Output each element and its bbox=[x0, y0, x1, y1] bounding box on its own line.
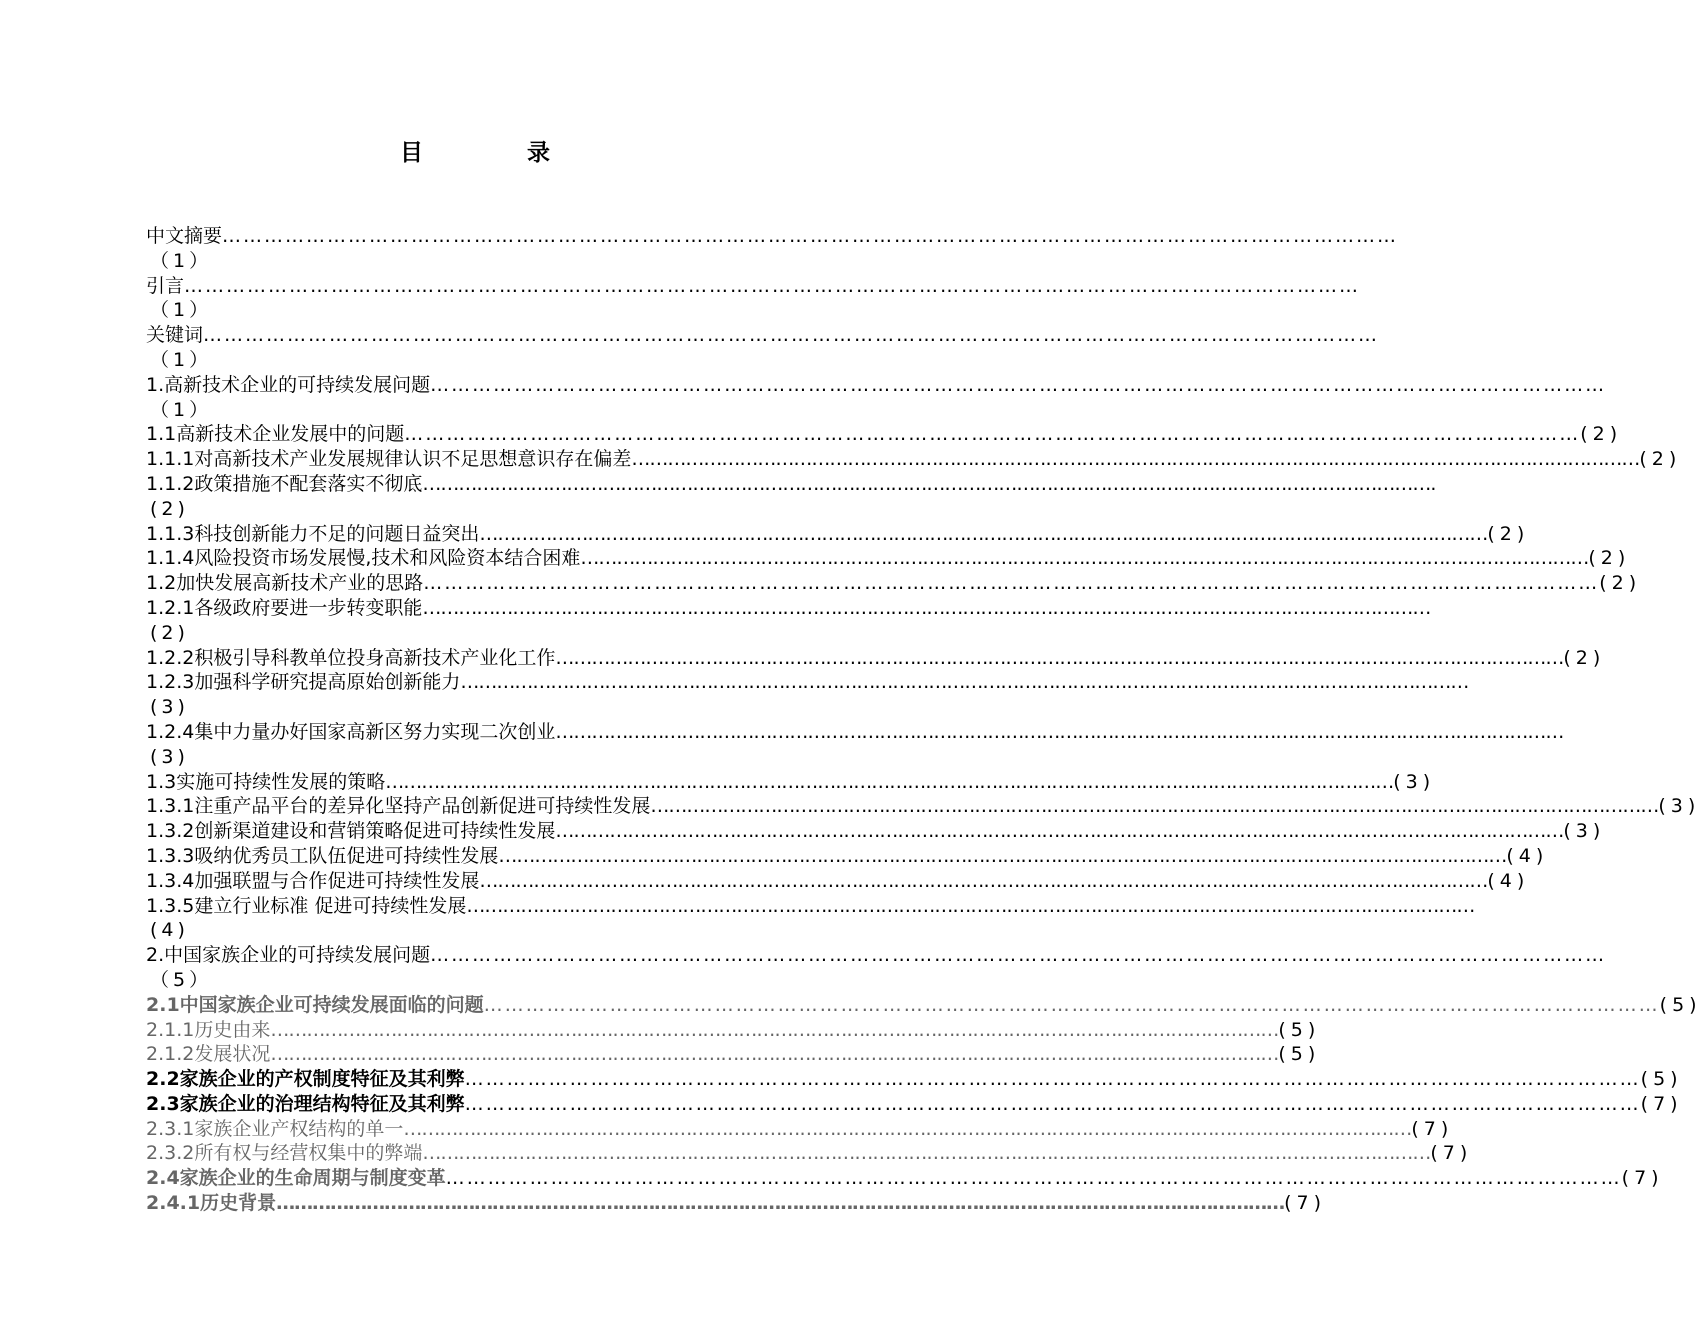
dot-leader: …………………………………………………………………………………………………………………………………………………… bbox=[422, 1142, 1431, 1165]
dot-leader: …………………………………………………………………………………………………………………………………………………… bbox=[422, 472, 1431, 495]
toc-entry[interactable] bbox=[146, 1117, 1454, 1142]
toc-entry-text: 1.3.5建立行业标准 促进可持续性发展 bbox=[146, 894, 467, 917]
toc-entry-page: （1） bbox=[150, 398, 213, 421]
dot-leader: …………………………………………………………………………………………………………………………………………………… bbox=[498, 844, 1507, 867]
toc-entry-text: 引言 bbox=[146, 274, 185, 297]
dot-leader: …………………………………………………………………………………………………………………………………………………… bbox=[555, 646, 1564, 669]
toc-entry[interactable] bbox=[146, 869, 1530, 894]
toc-entry-page-line bbox=[146, 249, 805, 274]
toc-entry-page: (2) bbox=[150, 621, 189, 644]
dot-leader: …………………………………………………………………………………………………………………………………………………… bbox=[404, 423, 1581, 446]
toc-entry-page: (2) bbox=[1639, 448, 1682, 471]
toc-entry-page: (5) bbox=[1278, 1018, 1321, 1041]
toc-entry-text: 2.2家族企业的产权制度特征及其利弊 bbox=[146, 1068, 465, 1091]
toc-entry[interactable] bbox=[146, 794, 1701, 819]
toc-entry[interactable] bbox=[146, 819, 1606, 844]
toc-entry[interactable] bbox=[146, 993, 1702, 1018]
toc-entry-text: 1.3.3吸纳优秀员工队伍促进可持续性发展 bbox=[146, 844, 499, 867]
toc-entry[interactable] bbox=[146, 943, 1607, 968]
toc-entry-page: (2) bbox=[150, 497, 189, 520]
toc-entry[interactable] bbox=[146, 596, 1431, 621]
toc-entry-page: (7) bbox=[1430, 1142, 1473, 1165]
toc-entry-page: (3) bbox=[1563, 820, 1606, 843]
toc-entry-text: 1.3.2创新渠道建设和营销策略促进可持续性发展 bbox=[146, 820, 556, 843]
toc-entry-text: 1.2.2积极引导科教单位投身高新技术产业化工作 bbox=[146, 646, 556, 669]
toc-entry[interactable] bbox=[146, 373, 1607, 398]
dot-leader: …………………………………………………………………………………………………………………………………………………… bbox=[460, 671, 1469, 694]
toc-entry-page: (5) bbox=[1640, 1068, 1683, 1091]
dot-leader: …………………………………………………………………………………………………………………………………………………… bbox=[423, 572, 1600, 595]
toc-entry-page: (4) bbox=[150, 919, 189, 942]
dot-leader: …………………………………………………………………………………………………………………………………………………… bbox=[650, 795, 1659, 818]
toc-entry-page-line bbox=[146, 398, 805, 423]
toc-entry[interactable] bbox=[146, 447, 1682, 472]
toc-entry-page-line bbox=[146, 968, 805, 993]
toc-entry-text: 1.2.4集中力量办好国家高新区努力实现二次创业 bbox=[146, 720, 556, 743]
toc-entry-page-line bbox=[146, 621, 805, 646]
toc-entry[interactable] bbox=[146, 1092, 1683, 1117]
dot-leader: …………………………………………………………………………………………………………………………………………………… bbox=[385, 770, 1394, 793]
toc-entry-page: (2) bbox=[1563, 646, 1606, 669]
toc-entry-text: 1.1.1对高新技术产业发展规律认识不足思想意识存在偏差 bbox=[146, 448, 632, 471]
toc-entry-text: 1.1.3科技创新能力不足的问题日益突出 bbox=[146, 522, 480, 545]
toc-entry-page: (2) bbox=[1580, 423, 1623, 446]
table-of-contents bbox=[146, 224, 1702, 1216]
toc-entry-text: 2.4家族企业的生命周期与制度变革 bbox=[146, 1167, 446, 1190]
toc-entry-text: 中文摘要 bbox=[146, 225, 223, 247]
dot-leader: …………………………………………………………………………………………………………………………………………………… bbox=[270, 1018, 1279, 1041]
toc-entry-text: 1.2加快发展高新技术产业的思路 bbox=[146, 572, 424, 595]
toc-entry-page: (7) bbox=[1284, 1192, 1327, 1215]
toc-entry[interactable] bbox=[146, 224, 1399, 249]
dot-leader: …………………………………………………………………………………………………………………………………………………… bbox=[466, 894, 1475, 917]
toc-entry-page-line bbox=[146, 918, 805, 943]
dot-leader: …………………………………………………………………………………………………………………………………………………… bbox=[631, 448, 1640, 471]
dot-leader: …………………………………………………………………………………………………………………………………………………… bbox=[580, 547, 1589, 570]
toc-entry[interactable] bbox=[146, 1191, 1327, 1216]
dot-leader: …………………………………………………………………………………………………………………………………………………… bbox=[555, 720, 1564, 743]
toc-entry-period: . bbox=[1430, 472, 1437, 495]
dot-leader: …………………………………………………………………………………………………………………………………………………… bbox=[555, 820, 1564, 843]
dot-leader: …………………………………………………………………………………………………………………………………………………… bbox=[422, 596, 1431, 619]
toc-entry-page: (3) bbox=[1658, 795, 1701, 818]
toc-entry[interactable] bbox=[146, 522, 1530, 547]
toc-entry[interactable] bbox=[146, 1166, 1664, 1191]
toc-entry-text: 2.3.1家族企业产权结构的单一 bbox=[146, 1117, 404, 1140]
dot-leader: …………………………………………………………………………………………………………………………………………………… bbox=[403, 1117, 1412, 1140]
toc-entry-page: (2) bbox=[1599, 572, 1642, 595]
toc-entry-page-line bbox=[146, 745, 805, 770]
dot-leader: …………………………………………………………………………………………………………………………………………………… bbox=[464, 1092, 1641, 1115]
dot-leader: …………………………………………………………………………………………………………………………………………………… bbox=[483, 993, 1660, 1016]
toc-entry-page: (2) bbox=[1588, 547, 1631, 570]
toc-entry-page: (4) bbox=[1506, 844, 1549, 867]
dot-leader: …………………………………………………………………………………………………………………………………………………… bbox=[270, 1043, 1279, 1066]
toc-entry-text: 1.1.4风险投资市场发展慢,技术和风险资本结合困难 bbox=[146, 547, 581, 570]
toc-entry[interactable] bbox=[146, 646, 1606, 671]
page-title: 目 录 bbox=[399, 140, 598, 166]
toc-entry-page: (3) bbox=[1393, 770, 1436, 793]
toc-entry[interactable] bbox=[146, 422, 1623, 447]
toc-entry-page: (7) bbox=[1621, 1167, 1664, 1190]
dot-leader: …………………………………………………………………………………………………………………………………………………… bbox=[276, 1192, 1285, 1215]
toc-entry[interactable] bbox=[146, 546, 1631, 571]
toc-entry-page-line bbox=[146, 298, 805, 323]
toc-entry-page: (2) bbox=[1487, 522, 1530, 545]
dot-leader: …………………………………………………………………………………………………………………………………………………… bbox=[222, 225, 1399, 247]
toc-entry-page-line bbox=[146, 695, 805, 720]
toc-entry-page: (5) bbox=[1278, 1043, 1321, 1066]
toc-entry[interactable] bbox=[146, 571, 1642, 596]
dot-leader: …………………………………………………………………………………………………………………………………………………… bbox=[184, 274, 1361, 297]
toc-entry-page: （1） bbox=[150, 249, 213, 272]
toc-entry-text: 1.1.2政策措施不配套落实不彻底 bbox=[146, 472, 423, 495]
toc-entry-text: 关键词 bbox=[146, 324, 204, 347]
toc-entry-text: 2.3.2所有权与经营权集中的弊端 bbox=[146, 1142, 423, 1165]
toc-entry-page-line bbox=[146, 497, 805, 522]
toc-entry-page-line bbox=[146, 348, 805, 373]
toc-entry-text: 2.3家族企业的治理结构特征及其利弊 bbox=[146, 1092, 465, 1115]
toc-entry[interactable] bbox=[146, 894, 1475, 919]
toc-entry-page: （1） bbox=[150, 348, 213, 371]
toc-entry-page: (4) bbox=[1487, 869, 1530, 892]
toc-entry[interactable] bbox=[146, 1067, 1683, 1092]
toc-entry[interactable] bbox=[146, 844, 1549, 869]
toc-entry-text: 1.2.3加强科学研究提高原始创新能力 bbox=[146, 671, 461, 694]
toc-entry-text: 1.2.1各级政府要进一步转变职能 bbox=[146, 596, 423, 619]
toc-entry-page: (7) bbox=[1640, 1092, 1683, 1115]
toc-entry-text: 2.中国家族企业的可持续发展问题 bbox=[146, 944, 431, 967]
toc-entry[interactable] bbox=[146, 670, 1469, 695]
toc-entry-page: （1） bbox=[150, 299, 213, 322]
dot-leader: …………………………………………………………………………………………………………………………………………………… bbox=[430, 373, 1607, 396]
dot-leader: …………………………………………………………………………………………………………………………………………………… bbox=[479, 522, 1488, 545]
toc-entry[interactable] bbox=[146, 720, 1564, 745]
toc-entry[interactable] bbox=[146, 472, 1437, 497]
dot-leader: …………………………………………………………………………………………………………………………………………………… bbox=[464, 1068, 1641, 1091]
toc-entry[interactable] bbox=[146, 1018, 1321, 1043]
toc-entry-text: 2.1.1历史由来 bbox=[146, 1018, 271, 1041]
dot-leader: …………………………………………………………………………………………………………………………………………………… bbox=[430, 944, 1607, 967]
dot-leader: …………………………………………………………………………………………………………………………………………………… bbox=[203, 324, 1380, 347]
toc-entry-text: 1.3.1注重产品平台的差异化坚持产品创新促进可持续性发展 bbox=[146, 795, 651, 818]
toc-entry[interactable] bbox=[146, 770, 1436, 795]
toc-entry-text: 1.3.4加强联盟与合作促进可持续性发展 bbox=[146, 869, 480, 892]
toc-entry-page: （5） bbox=[150, 968, 213, 991]
toc-entry-text: 1.1高新技术企业发展中的问题 bbox=[146, 423, 405, 446]
toc-entry-page: (5) bbox=[1659, 993, 1702, 1016]
toc-entry[interactable] bbox=[146, 274, 1361, 299]
toc-entry-text: 1.3实施可持续性发展的策略 bbox=[146, 770, 386, 793]
toc-entry-text: 2.4.1历史背景 bbox=[146, 1192, 277, 1215]
toc-entry-page: (7) bbox=[1411, 1117, 1454, 1140]
toc-entry[interactable] bbox=[146, 1042, 1321, 1067]
dot-leader: …………………………………………………………………………………………………………………………………………………… bbox=[445, 1167, 1622, 1190]
toc-entry-text: 2.1中国家族企业可持续发展面临的问题 bbox=[146, 993, 484, 1016]
dot-leader: …………………………………………………………………………………………………………………………………………………… bbox=[479, 869, 1488, 892]
toc-entry[interactable] bbox=[146, 323, 1380, 348]
toc-entry[interactable] bbox=[146, 1141, 1473, 1166]
toc-entry-text: 1.高新技术企业的可持续发展问题 bbox=[146, 373, 431, 396]
toc-entry-page: (3) bbox=[150, 745, 189, 768]
toc-entry-page: (3) bbox=[150, 696, 189, 719]
toc-entry-text: 2.1.2发展状况 bbox=[146, 1043, 271, 1066]
